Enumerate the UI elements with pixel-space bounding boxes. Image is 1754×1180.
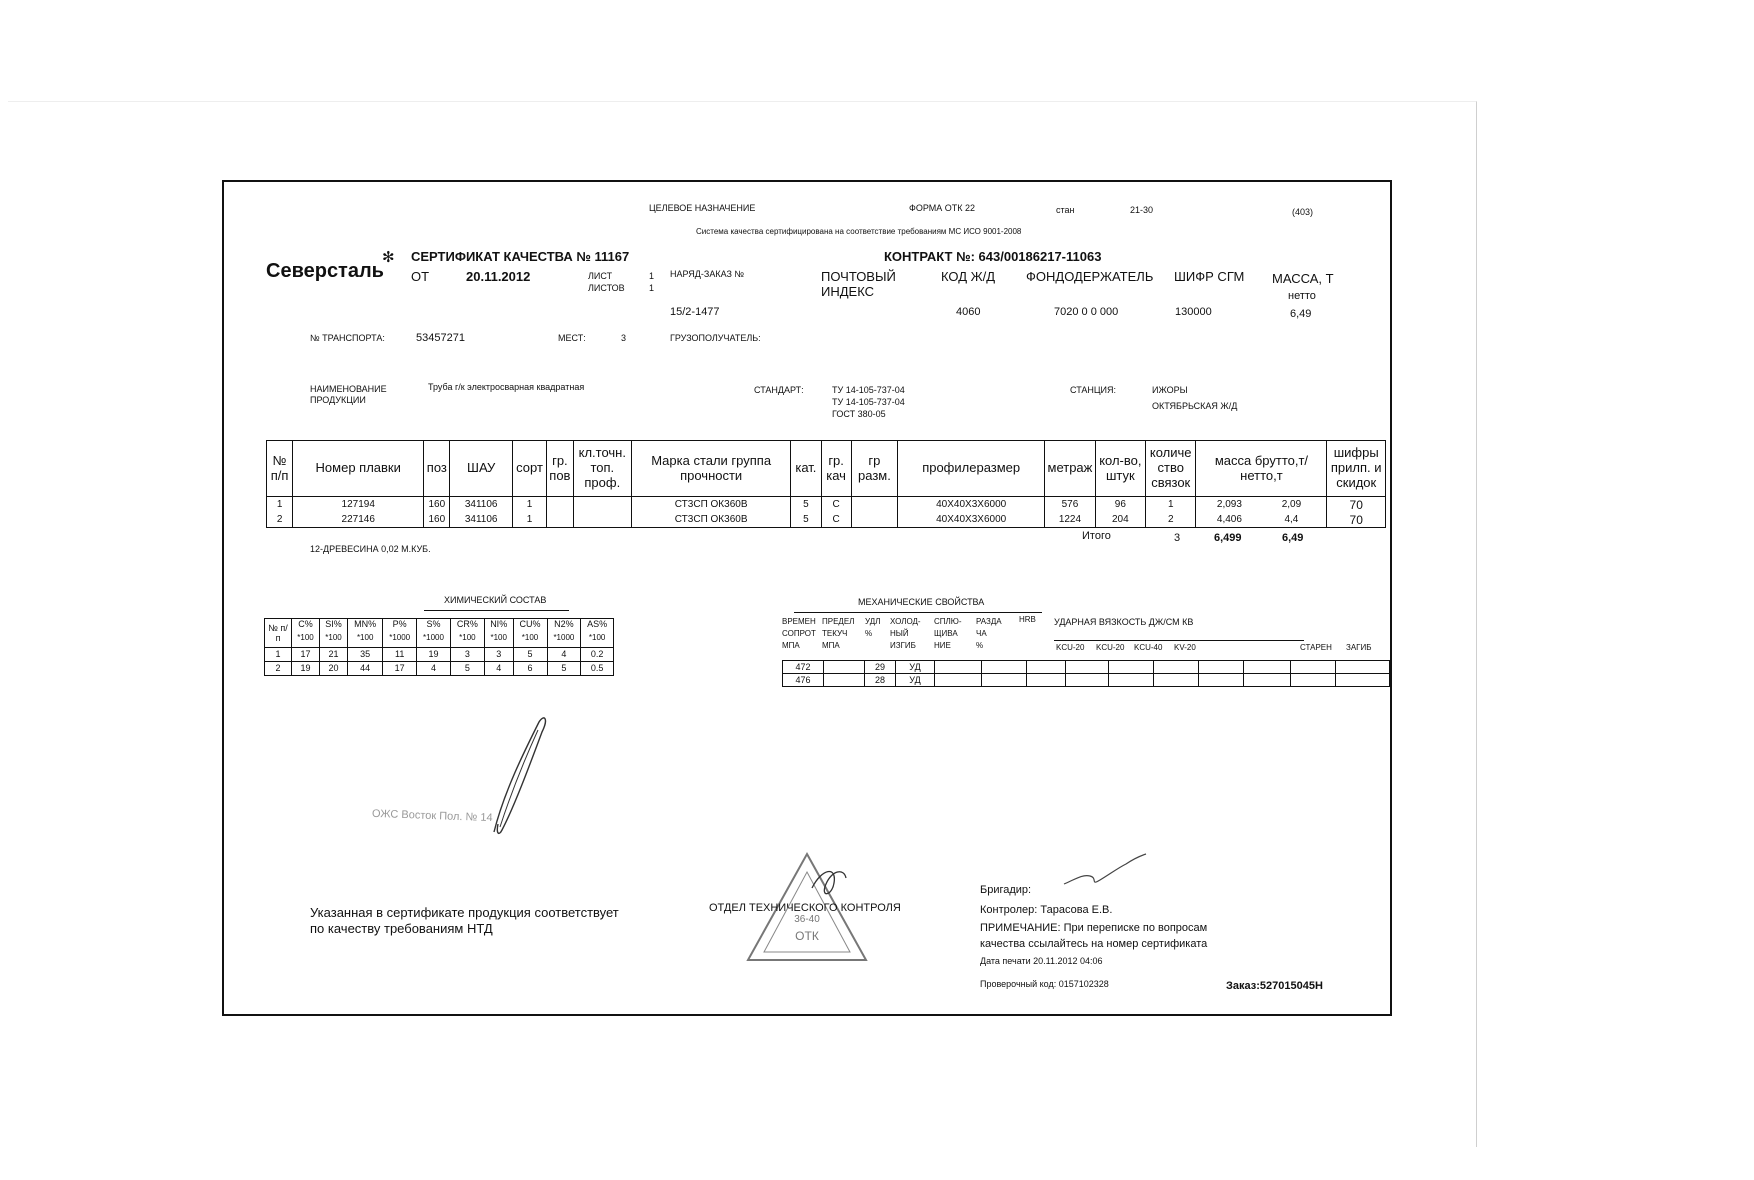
cell: 3 — [450, 647, 484, 661]
cell: 2 — [1146, 512, 1196, 528]
cell — [1244, 674, 1291, 687]
chem-mult: *1000 — [383, 629, 417, 647]
chem-col: CU% — [513, 619, 547, 630]
mech-head-line: УДЛ — [865, 617, 881, 626]
cell: 35 — [348, 647, 383, 661]
chem-mult: *100 — [450, 629, 484, 647]
chem-col: NI% — [484, 619, 513, 630]
iso-note: Система качества сертифицирована на соответствие требованиям МС ИСО 9001-2008 — [696, 227, 1022, 236]
chem-mult: *100 — [292, 629, 320, 647]
mech-head-hrb: HRB — [1019, 615, 1036, 624]
cell — [1199, 674, 1244, 687]
rail-code-value: 4060 — [956, 306, 981, 318]
cell: 5 — [791, 512, 821, 528]
cell — [1291, 674, 1336, 687]
cell — [824, 674, 865, 687]
cell: 5 — [791, 497, 821, 513]
mill-value: 21-30 — [1130, 205, 1154, 215]
check-code: Проверочный код: 0157102328 — [980, 979, 1109, 989]
mech-head-line: НИЕ — [934, 641, 951, 650]
cell: 70 — [1327, 497, 1386, 513]
impact-col: KCU-20 — [1056, 643, 1085, 652]
sheet-label: ЛИСТ — [588, 271, 613, 281]
mech-head-elong — [865, 616, 880, 640]
cell: СТ3СП ОК360В — [632, 512, 791, 528]
product-label-2: ПРОДУКЦИИ — [310, 395, 366, 405]
col-codes: шифры прилп. и скидок — [1327, 441, 1386, 497]
foreman-signature — [1060, 850, 1150, 890]
total-bundles: 3 — [1174, 532, 1181, 544]
cell: 5 — [513, 647, 547, 661]
sheets-value: 1 — [649, 283, 655, 293]
cell — [547, 512, 573, 528]
mech-head-line: ТЕКУЧ — [822, 629, 848, 638]
cell: УД — [896, 661, 935, 674]
col-quality: гр. кач — [821, 441, 851, 497]
aging-col: СТАРЕН — [1300, 643, 1332, 652]
cell: 1 — [512, 512, 546, 528]
impact-col: KV-20 — [1174, 643, 1196, 652]
cell: 576 — [1045, 497, 1095, 513]
product-table — [266, 440, 1386, 528]
chem-col: AS% — [581, 619, 614, 630]
chem-mult: *100 — [484, 629, 513, 647]
qc-dept: ОТДЕЛ ТЕХНИЧЕСКОГО КОНТРОЛЯ — [709, 902, 901, 914]
cell: 4 — [484, 661, 513, 675]
cert-date: 20.11.2012 — [466, 269, 531, 284]
cell: 3 — [484, 647, 513, 661]
col-size-group: гр разм. — [851, 441, 897, 497]
cert-title: СЕРТИФИКАТ КАЧЕСТВА № 11167 — [411, 249, 630, 264]
transport-label: № ТРАНСПОРТА: — [310, 333, 385, 343]
chemical-title-underline — [424, 610, 569, 611]
cell — [1154, 661, 1199, 674]
mech-head-line: % — [976, 641, 984, 650]
packaging-note: 12-ДРЕВЕСИНА 0,02 М.КУБ. — [310, 544, 431, 554]
cell: 127194 — [293, 497, 424, 513]
cell: 476 — [783, 674, 824, 687]
mech-head-line: НЫЙ — [890, 629, 909, 638]
company-logo: Северсталь — [266, 260, 384, 282]
total-label: Итого — [1082, 530, 1111, 542]
cell: 160 — [424, 497, 450, 513]
cell — [1244, 661, 1291, 674]
station-2: ОКТЯБРЬСКАЯ Ж/Д — [1152, 401, 1238, 411]
cell — [1066, 661, 1109, 674]
impact-title: УДАРНАЯ ВЯЗКОСТЬ ДЖ/СМ КВ — [1054, 617, 1194, 627]
order-value: 15/2-1477 — [670, 306, 720, 318]
stamp-number: 36-40 — [794, 914, 820, 925]
table-row — [267, 512, 1386, 528]
cell: 19 — [417, 647, 451, 661]
cell: 6 — [513, 661, 547, 675]
mech-head-flatten — [934, 616, 962, 652]
form-code: (403) — [1292, 207, 1314, 217]
cell: 1224 — [1045, 512, 1095, 528]
total-net: 6,49 — [1282, 532, 1304, 544]
mech-head-line: РАЗДА — [976, 617, 1002, 626]
fund-label: ФОНДОДЕРЖАТЕЛЬ — [1026, 269, 1154, 284]
cell — [1027, 674, 1066, 687]
mech-head-uts — [782, 616, 816, 652]
cell — [935, 661, 982, 674]
col-cat: кат. — [791, 441, 821, 497]
cell: 70 — [1327, 512, 1386, 528]
cell: 204 — [1095, 512, 1145, 528]
mass-label-1: МАССА, Т — [1272, 271, 1334, 286]
chem-col: CR% — [450, 619, 484, 630]
cell — [1154, 674, 1199, 687]
places-value: 3 — [621, 333, 627, 343]
order-code: Заказ:527015045Н — [1226, 980, 1323, 992]
cell: 5 — [547, 661, 581, 675]
table-row — [267, 497, 1386, 513]
cell: 2 — [267, 512, 293, 528]
cell: 5 — [450, 661, 484, 675]
places-label: МЕСТ: — [558, 333, 586, 343]
cell-mass — [1196, 512, 1327, 528]
chem-mult: *100 — [513, 629, 547, 647]
mass-net: 4,4 — [1284, 514, 1299, 525]
col-steel: Марка стали группа прочности — [632, 441, 791, 497]
chem-mult: *100 — [348, 629, 383, 647]
mech-head-expand — [976, 616, 1002, 652]
cell — [824, 661, 865, 674]
impact-col: KCU-40 — [1134, 643, 1163, 652]
cell: 4 — [547, 647, 581, 661]
mech-head-bend — [890, 616, 921, 652]
cell: 1 — [267, 497, 293, 513]
cell: С — [821, 497, 851, 513]
mech-head-line: МПА — [782, 641, 800, 650]
cell: УД — [896, 674, 935, 687]
cell: 11 — [383, 647, 417, 661]
cell — [1291, 661, 1336, 674]
standard-label: СТАНДАРТ: — [754, 385, 804, 395]
cell: 40Х40Х3Х6000 — [898, 512, 1045, 528]
cell — [573, 497, 631, 513]
col-grade: сорт — [512, 441, 546, 497]
standard-1: ТУ 14-105-737-04 — [832, 385, 905, 395]
chem-mult: *100 — [581, 629, 614, 647]
product-label-1: НАИМЕНОВАНИЕ — [310, 384, 387, 394]
cell: 341106 — [450, 512, 512, 528]
chemical-title: ХИМИЧЕСКИЙ СОСТАВ — [444, 595, 547, 605]
mech-head-line: % — [865, 629, 873, 638]
sgm-label: ШИФР СГМ — [1174, 269, 1245, 284]
mill-label: стан — [1056, 205, 1075, 215]
cell — [547, 497, 573, 513]
sgm-value: 130000 — [1175, 306, 1212, 318]
cell-mass — [1196, 497, 1327, 513]
station-label: СТАНЦИЯ: — [1070, 385, 1117, 395]
cell: 227146 — [293, 512, 424, 528]
order-label: НАРЯД-ЗАКАЗ № — [670, 269, 745, 279]
col-accuracy: кл.точн. топ. проф. — [573, 441, 631, 497]
mech-head-line: СПЛЮ- — [934, 617, 962, 626]
mech-head-line: ЩИВА — [934, 629, 958, 638]
cell — [982, 661, 1027, 674]
controller: Контролер: Тарасова Е.В. — [980, 904, 1113, 916]
mech-head-line: МПА — [822, 641, 840, 650]
cell — [1109, 674, 1154, 687]
table-row — [265, 661, 614, 675]
mech-head-line: СОПРОТ — [782, 629, 816, 638]
col-pieces: кол-во, штук — [1095, 441, 1145, 497]
cell: 341106 — [450, 497, 512, 513]
stamp-label: ОТК — [795, 929, 819, 943]
bend-col: ЗАГИБ — [1346, 643, 1372, 652]
cell: 0.5 — [581, 661, 614, 675]
cell: 1 — [1146, 497, 1196, 513]
chem-mult: *1000 — [547, 629, 581, 647]
sheet-value: 1 — [649, 271, 655, 281]
chemical-table — [264, 618, 614, 676]
cell — [1027, 661, 1066, 674]
mech-head-line: ПРЕДЕЛ — [822, 617, 855, 626]
postal-label-2: ИНДЕКС — [821, 284, 875, 299]
postal-label-1: ПОЧТОВЫЙ — [821, 269, 896, 284]
cell: 96 — [1095, 497, 1145, 513]
cell — [1066, 674, 1109, 687]
mechanical-table — [782, 660, 1390, 687]
cell — [1109, 661, 1154, 674]
cell: СТ3СП ОК360В — [632, 497, 791, 513]
cell — [851, 512, 897, 528]
mass-gross: 2,093 — [1216, 499, 1242, 510]
cell — [1199, 661, 1244, 674]
mechanical-title-underline — [794, 612, 1042, 613]
cell: 29 — [865, 661, 896, 674]
standard-2: ТУ 14-105-737-04 — [832, 397, 905, 407]
transport-value: 53457271 — [416, 332, 465, 344]
mass-net: 2,09 — [1281, 499, 1302, 510]
foreman-label: Бригадир: — [980, 884, 1032, 896]
cell: С — [821, 512, 851, 528]
print-date: Дата печати 20.11.2012 04:06 — [980, 956, 1103, 966]
mech-head-line: ВРЕМЕН — [782, 617, 816, 626]
cell: 17 — [292, 647, 320, 661]
table-row — [265, 647, 614, 661]
cell: 21 — [320, 647, 348, 661]
cell: 2 — [265, 661, 292, 675]
table-row — [783, 674, 1390, 687]
cell — [1336, 674, 1390, 687]
compliance-line-2: по качеству требованиям НТД — [310, 921, 493, 936]
mass-gross: 4,406 — [1216, 514, 1242, 525]
cell — [1336, 661, 1390, 674]
cell: 28 — [865, 674, 896, 687]
note-line-1: ПРИМЕЧАНИЕ: При переписке по вопросам — [980, 922, 1208, 934]
cell: 17 — [383, 661, 417, 675]
mechanical-title: МЕХАНИЧЕСКИЕ СВОЙСТВА — [858, 597, 985, 607]
col-meters: метраж — [1045, 441, 1095, 497]
cell: 472 — [783, 661, 824, 674]
cell: 40Х40Х3Х6000 — [898, 497, 1045, 513]
table-row — [783, 661, 1390, 674]
cell: 44 — [348, 661, 383, 675]
mech-head-yield — [822, 616, 854, 652]
from-label: ОТ — [411, 269, 430, 284]
chem-col: SI% — [320, 619, 348, 630]
col-mass: масса брутто,т/нетто,т — [1196, 441, 1327, 497]
compliance-line-1: Указанная в сертификате продукция соответствует — [310, 905, 619, 920]
certificate-frame — [222, 180, 1392, 1016]
company-logo-mark: ✻ — [382, 249, 395, 266]
cell: 1 — [265, 647, 292, 661]
chem-mult: *1000 — [417, 629, 451, 647]
mech-head-line: ХОЛОД- — [890, 617, 921, 626]
col-surface: гр. пов — [547, 441, 573, 497]
impact-col: KCU-20 — [1096, 643, 1125, 652]
otk-stamp-text: ОЖС Восток Пол. № 14 — [371, 807, 493, 825]
contract-number: КОНТРАКТ №: 643/00186217-11063 — [884, 249, 1102, 264]
form-label: ФОРМА ОТК 22 — [909, 203, 975, 213]
mass-label-2: нетто — [1288, 290, 1316, 302]
cell — [851, 497, 897, 513]
col-no: № п/п — [267, 441, 293, 497]
col-bundles: количе ство связок — [1146, 441, 1196, 497]
cell: 0.2 — [581, 647, 614, 661]
chem-col: P% — [383, 619, 417, 630]
total-gross: 6,499 — [1214, 532, 1242, 544]
standard-3: ГОСТ 380-05 — [832, 409, 886, 419]
cell: 4 — [417, 661, 451, 675]
col-profile: профилеразмер — [898, 441, 1045, 497]
cell: 20 — [320, 661, 348, 675]
col-heat: Номер плавки — [293, 441, 424, 497]
chem-col-no: № п/п — [265, 619, 292, 648]
mech-head-line: ИЗГИБ — [890, 641, 916, 650]
mass-value: 6,49 — [1290, 308, 1312, 320]
cell — [573, 512, 631, 528]
cell: 19 — [292, 661, 320, 675]
consignee-label: ГРУЗОПОЛУЧАТЕЛЬ: — [670, 333, 761, 343]
chem-col: N2% — [547, 619, 581, 630]
purpose-label: ЦЕЛЕВОЕ НАЗНАЧЕНИЕ — [649, 203, 756, 213]
cell — [935, 674, 982, 687]
mech-head-line: ЧА — [976, 629, 987, 638]
impact-underline — [1054, 640, 1304, 641]
col-shau: ШАУ — [450, 441, 512, 497]
chem-col: C% — [292, 619, 320, 630]
chem-col: MN% — [348, 619, 383, 630]
cell — [982, 674, 1027, 687]
product-value: Труба г/к электросварная квадратная — [428, 382, 585, 392]
col-pos: поз — [424, 441, 450, 497]
rail-code-label: КОД Ж/Д — [941, 269, 996, 284]
fund-value: 7020 0 0 000 — [1054, 306, 1119, 318]
chem-mult: *100 — [320, 629, 348, 647]
station-1: ИЖОРЫ — [1152, 385, 1188, 395]
sheets-label: ЛИСТОВ — [588, 283, 625, 293]
cell: 1 — [512, 497, 546, 513]
cell: 160 — [424, 512, 450, 528]
chem-col: S% — [417, 619, 451, 630]
note-line-2: качества ссылайтесь на номер сертификата — [980, 938, 1208, 950]
